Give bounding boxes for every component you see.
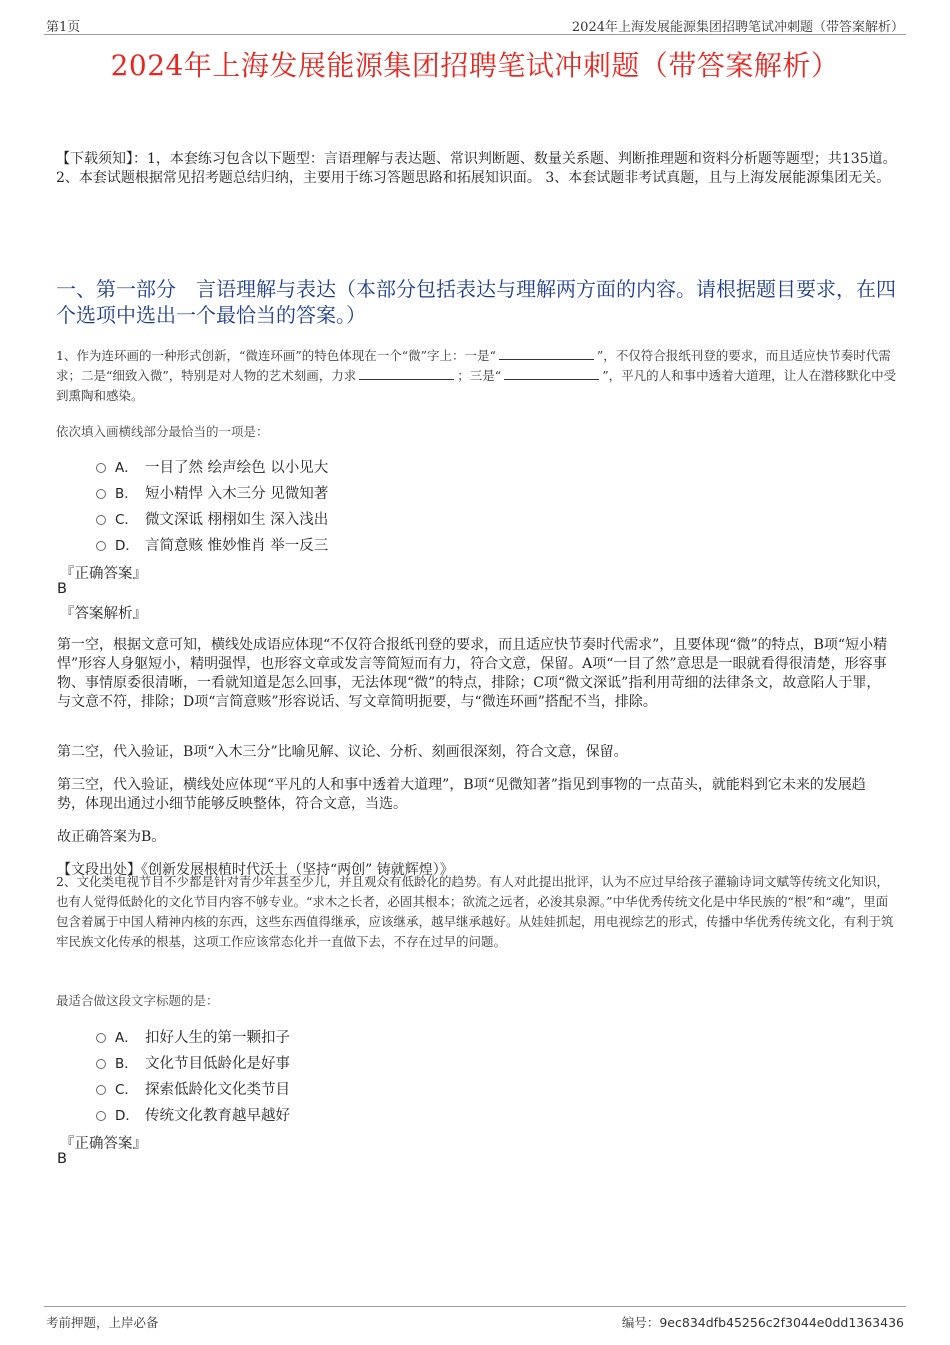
option-text: 文化节目低龄化是好事	[145, 1056, 290, 1072]
q2-answer: B	[57, 1151, 67, 1167]
q2-option-a[interactable]	[96, 1026, 290, 1047]
option-text: 言简意赅 惟妙惟肖 举一反三	[145, 538, 329, 554]
q1-option-d[interactable]	[96, 534, 328, 555]
q1-conclusion: 故正确答案为B。	[57, 829, 166, 845]
q1-stem-part: 1、作为连环画的一种形式创新，“微连环画”的特色体现在一个“微”字上：一是“	[56, 348, 496, 363]
option-text: 探索低龄化文化类节目	[145, 1082, 290, 1098]
option-text: 微文深诋 栩栩如生 深入浅出	[145, 512, 329, 528]
question-2-stem: 2、文化类电视节目不少都是针对青少年甚至少儿，并且观众有低龄化的趋势。有人对此提出批评，认为不应过早给孩子灌输诗词文赋等传统文化知识，也有人觉得低龄化的文化节目内容不够专业。“求木之长者，必固其根本；欲流之远者，必浚其泉源。”中华优秀传统文化是中华民族的“根”和“魂”，里面包含着属于中国人精神内核的东西，这些东西值得继承，应该继承，越早继承越好。从娃娃抓起，用电视综艺的形式，传播中华优秀传统文化，有利于筑牢民族文化传承的根基，这项工作应该常态化并一直做下去，不存在过早的问题。	[56, 874, 894, 949]
option-key: D．	[115, 1108, 139, 1124]
fill-blank	[504, 367, 599, 380]
option-text: 一目了然 绘声绘色 以小见大	[145, 460, 329, 476]
page-header	[44, 14, 906, 35]
code-label: 编号：	[621, 1315, 660, 1330]
document-title: 2024年上海发展能源集团招聘笔试冲刺题（带答案解析）	[110, 49, 840, 82]
q1-source: 【文段出处】《创新发展根植时代沃土（坚持“两创” 铸就辉煌）》	[57, 862, 454, 878]
radio-icon[interactable]	[96, 1033, 106, 1043]
q1-analysis-label: 『答案解析』	[60, 606, 147, 622]
option-text: 扣好人生的第一颗扣子	[145, 1030, 290, 1046]
option-key: A．	[115, 460, 138, 476]
q1-stem-part: ”，平凡的人和事中透着大道理，让人在潜移默化中受到熏陶和感染。	[56, 368, 897, 403]
page-number: 第1页	[46, 20, 81, 35]
q1-option-a[interactable]	[96, 456, 328, 477]
q1-option-c[interactable]	[96, 508, 328, 529]
option-text: 传统文化教育越早越好	[145, 1108, 290, 1124]
question-2-prompt: 最适合做这段文字标题的是：	[56, 993, 219, 1008]
q2-answer-label: 『正确答案』	[60, 1136, 147, 1152]
radio-icon[interactable]	[96, 1059, 106, 1069]
radio-icon[interactable]	[96, 515, 106, 525]
radio-icon[interactable]	[96, 489, 106, 499]
footer-code	[622, 1313, 904, 1331]
option-key: D．	[115, 538, 139, 554]
section-heading: 一、第一部分 言语理解与表达（本部分包括表达与理解两方面的内容。请根据题目要求，在四个选项中选出一个最恰当的答案。）	[56, 277, 896, 327]
option-key: B．	[115, 1056, 138, 1072]
option-text: 短小精悍 入木三分 见微知著	[145, 486, 329, 502]
option-key: C．	[115, 1082, 138, 1098]
q1-analysis-paragraph: 第三空，代入验证，横线处应体现“平凡的人和事中透着大道理”，B项“见微知著”指见到事物的一点苗头，就能料到它未来的发展趋势，体现出通过小细节能够反映整体，符合文意，当选。	[57, 777, 866, 812]
option-key: C．	[115, 512, 138, 528]
header-doc-title: 2024年上海发展能源集团招聘笔试冲刺题（带答案解析）	[571, 20, 904, 35]
code-value: 9ec834dfb45256c2f3044e0dd1363436	[659, 1315, 904, 1330]
radio-icon[interactable]	[96, 463, 106, 473]
q2-option-b[interactable]	[96, 1052, 290, 1073]
radio-icon[interactable]	[96, 541, 106, 551]
q1-answer: B	[57, 581, 67, 597]
question-1-stem	[56, 346, 898, 406]
q1-answer-label: 『正确答案』	[60, 566, 147, 582]
fill-blank	[499, 347, 594, 360]
q2-option-d[interactable]	[96, 1104, 290, 1125]
question-1-prompt: 依次填入画横线部分最恰当的一项是：	[56, 424, 269, 439]
q1-option-b[interactable]	[96, 482, 328, 503]
q2-option-c[interactable]	[96, 1078, 290, 1099]
option-key: B．	[115, 486, 138, 502]
q1-analysis-paragraph: 第二空，代入验证，B项“入木三分”比喻见解、议论、分析、刻画很深刻，符合文意，保留。	[57, 744, 628, 760]
download-notice: 【下载须知】：1，本套练习包含以下题型：言语理解与表达题、常识判断题、数量关系题、判断推理题和资料分析题等题型；共135道。 2、本套试题根据常见招考题总结归纳，主要用于练习答题思路和拓展知识面。 3、本套试题非考试真题，且与上海发展能源集团无关。	[56, 151, 897, 186]
radio-icon[interactable]	[96, 1111, 106, 1121]
footer-slogan: 考前押题，上岸必备	[46, 1315, 159, 1330]
radio-icon[interactable]	[96, 1085, 106, 1095]
q1-analysis-paragraph: 第一空，根据文意可知，横线处成语应体现“不仅符合报纸刊登的要求，而且适应快节奏时代需求”，且要体现“微”的特点，B项“短小精悍”形容人身躯短小，精明强悍，也形容文章或发言等简短而有力，符合文意，保留。A项“一目了然”意思是一眼就看得很清楚，形容事物、事情原委很清晰，一看就知道是怎么回事，无法体现“微”的特点，排除；C项“微文深诋”指利用苛细的法律条文，故意陷人于罪，与文意不符，排除；D项“言简意赅”形容说话、写文章简明扼要，与“微连环画”搭配不当，排除。	[57, 637, 888, 710]
q1-stem-part: ”，不仅符合报纸刊登的要求，而且适应快节奏时代需求；二是“细致入微”，特别是对人物的艺术刻画，力求	[56, 348, 891, 383]
option-key: A．	[115, 1030, 138, 1046]
page-footer	[44, 1306, 906, 1329]
q1-stem-part: ；三是“	[457, 368, 502, 383]
fill-blank	[359, 367, 454, 380]
